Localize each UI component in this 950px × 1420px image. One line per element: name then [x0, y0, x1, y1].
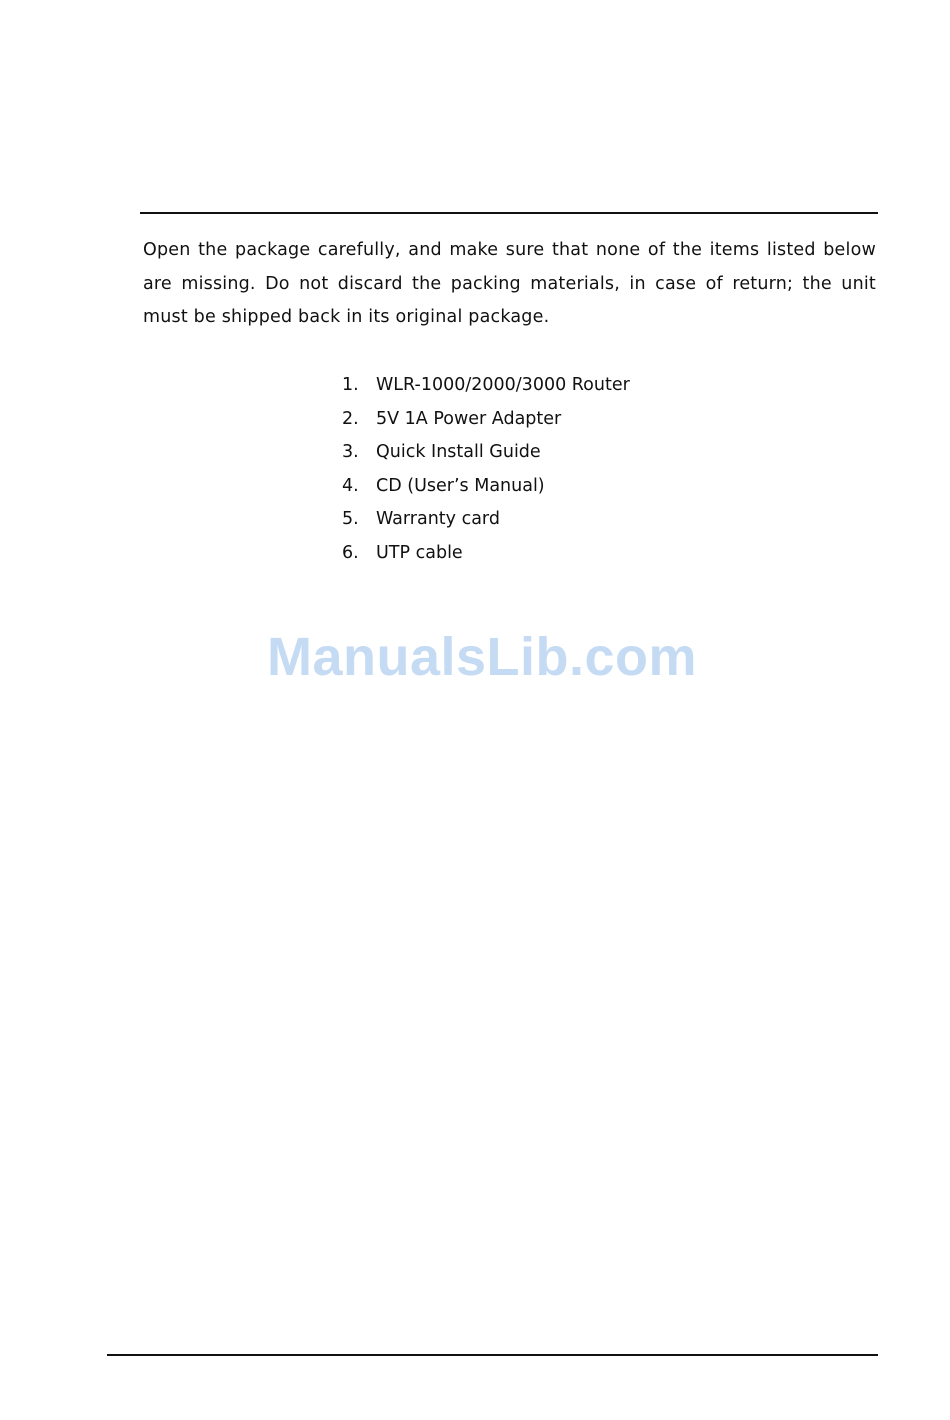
watermark: ManualsLib.com [266, 627, 698, 687]
list-item-number: 2. [342, 408, 359, 429]
list-item-number: 4. [342, 475, 359, 496]
list-item [342, 436, 630, 470]
list-item-number: 1. [342, 375, 359, 395]
list-item-text: CD (User’s Manual) [376, 475, 545, 496]
list-item [342, 537, 630, 571]
list-item-number: 6. [342, 542, 359, 563]
list-item [342, 503, 630, 537]
package-contents-list [342, 369, 630, 571]
list-item [342, 369, 630, 403]
list-item [342, 403, 630, 437]
list-item-text: Warranty card [376, 509, 500, 530]
bottom-divider [107, 1354, 878, 1356]
list-item-number: 5. [342, 509, 359, 530]
intro-paragraph: Open the package carefully, and make sure that none of the items listed below are missing. Do not discard the packing materials, in case of return; the unit must be shipped back in its original package. [143, 240, 876, 328]
list-item-number: 3. [342, 442, 359, 463]
list-item [342, 470, 630, 504]
list-item-text: 5V 1A Power Adapter [376, 408, 562, 429]
list-item-text: UTP cable [376, 542, 463, 563]
list-item-text: Quick Install Guide [376, 442, 541, 463]
list-item-text: WLR-1000/2000/3000 Router [376, 375, 630, 395]
top-divider [140, 212, 878, 214]
